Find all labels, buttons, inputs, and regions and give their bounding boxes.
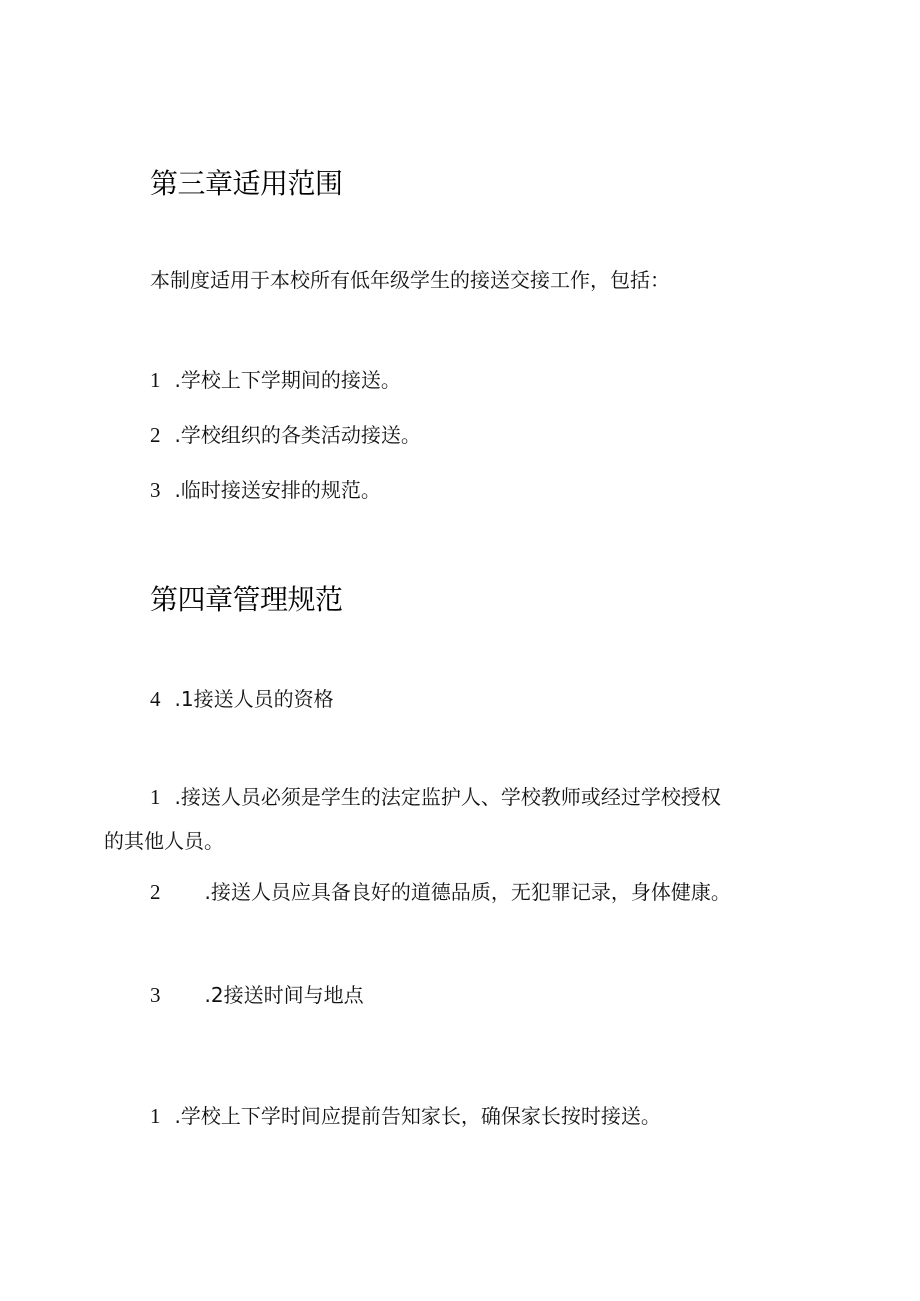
list-item-text: .接送人员应具备良好的道德品质，无犯罪记录，身体健康。	[204, 880, 731, 904]
list-item-text: .接送人员必须是学生的法定监护人、学校教师或经过学校授权	[174, 785, 721, 809]
list-number: 2	[150, 880, 161, 904]
section-title: .1接送人员的资格	[174, 687, 334, 711]
section-4-1-item-2	[150, 882, 731, 903]
section-4-1-heading	[150, 689, 334, 710]
section-number: 4	[150, 687, 161, 711]
list-item-text: .学校上下学期间的接送。	[174, 368, 401, 392]
list-number: 1	[150, 368, 161, 392]
chapter-3-title: 第三章适用范围	[150, 167, 343, 200]
section-4-2-heading	[150, 985, 364, 1006]
list-item-text: .学校组织的各类活动接送。	[174, 423, 421, 447]
section-number: 3	[150, 983, 161, 1007]
list-number: 1	[150, 785, 161, 809]
list-number: 3	[150, 478, 161, 502]
chapter-3-item-2	[150, 425, 421, 446]
section-title: .2接送时间与地点	[204, 983, 364, 1007]
chapter-4-title: 第四章管理规范	[150, 583, 343, 616]
list-item-text: .学校上下学时间应提前告知家长，确保家长按时接送。	[174, 1104, 661, 1128]
chapter-3-intro: 本制度适用于本校所有低年级学生的接送交接工作，包括：	[150, 268, 670, 292]
list-number: 2	[150, 423, 161, 447]
chapter-3-item-3	[150, 480, 381, 501]
section-4-2-item-1	[150, 1106, 661, 1127]
list-item-text: .临时接送安排的规范。	[174, 478, 381, 502]
chapter-3-item-1	[150, 370, 401, 391]
section-4-1-item-1-continuation: 的其他人员。	[104, 829, 224, 853]
section-4-1-item-1	[150, 787, 721, 808]
list-number: 1	[150, 1104, 161, 1128]
